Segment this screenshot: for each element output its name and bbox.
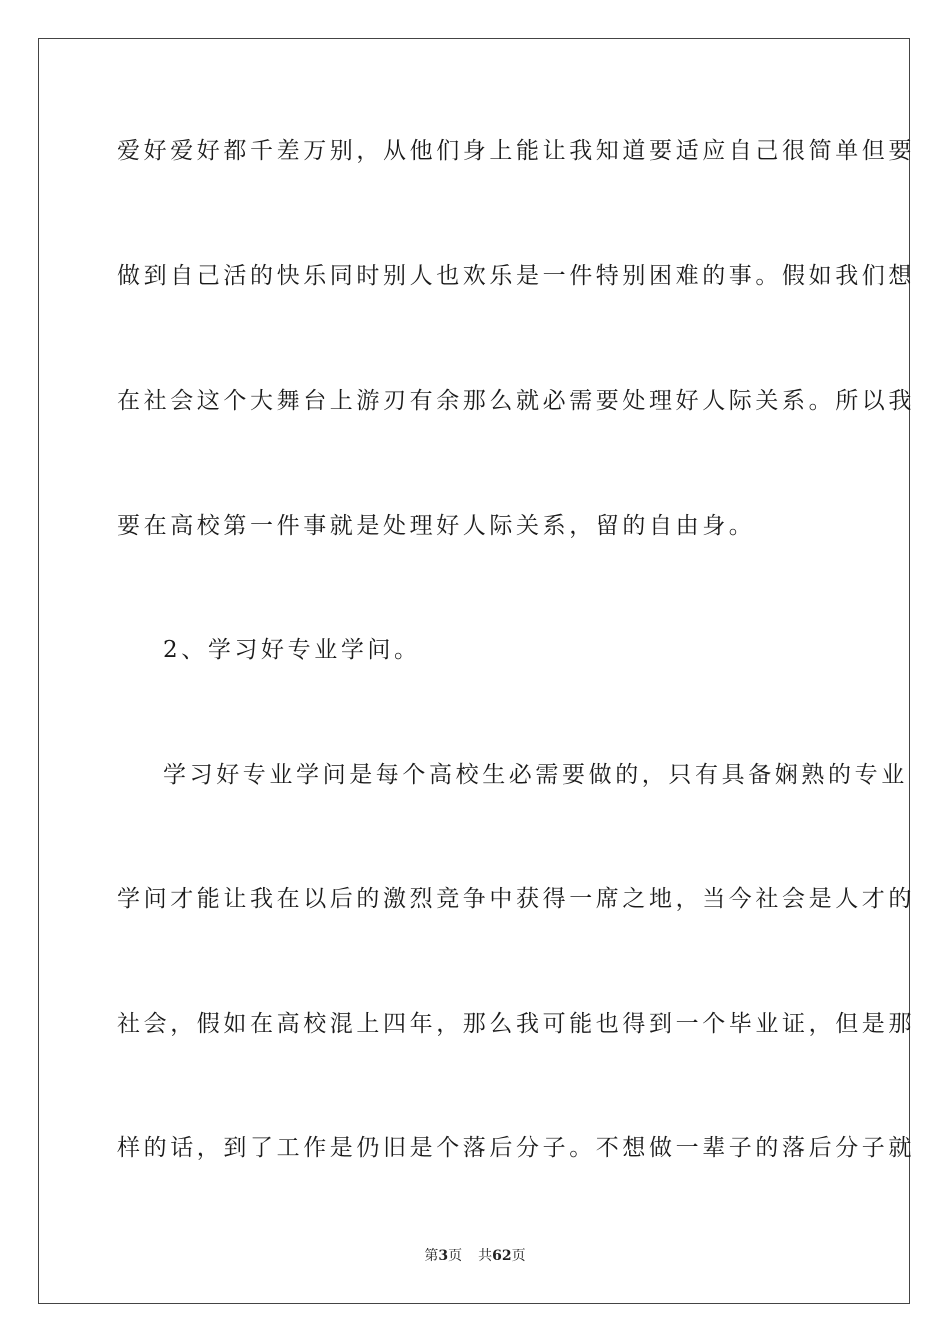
paragraph-line: 做到自己活的快乐同时别人也欢乐是一件特别困难的事。假如我们想 bbox=[117, 263, 915, 289]
page-prefix: 第 bbox=[424, 1248, 439, 1264]
total-pages: 62 bbox=[492, 1248, 512, 1264]
total-prefix: 共 bbox=[478, 1248, 493, 1264]
page-border bbox=[38, 38, 915, 1304]
paragraph-line: 样的话，到了工作是仍旧是个落后分子。不想做一辈子的落后分子就 bbox=[117, 1135, 915, 1161]
page-suffix: 页 bbox=[448, 1248, 463, 1264]
page-footer bbox=[0, 1247, 950, 1265]
paragraph-line: 社会，假如在高校混上四年，那么我可能也得到一个毕业证，但是那 bbox=[117, 1011, 915, 1037]
paragraph-line: 要在高校第一件事就是处理好人际关系，留的自由身。 bbox=[117, 513, 756, 539]
paragraph-line: 爱好爱好都千差万别，从他们身上能让我知道要适应自己很简单但要 bbox=[117, 138, 915, 164]
paragraph-line: 学问才能让我在以后的激烈竞争中获得一席之地，当今社会是人才的 bbox=[117, 886, 915, 912]
paragraph-line: 在社会这个大舞台上游刃有余那么就必需要处理好人际关系。所以我 bbox=[117, 388, 915, 414]
section-heading: 2、学习好专业学问。 bbox=[163, 637, 421, 663]
page-number: 3 bbox=[438, 1248, 449, 1264]
paragraph-line: 学习好专业学问是每个高校生必需要做的，只有具备娴熟的专业 bbox=[163, 762, 908, 788]
total-suffix: 页 bbox=[511, 1248, 526, 1264]
